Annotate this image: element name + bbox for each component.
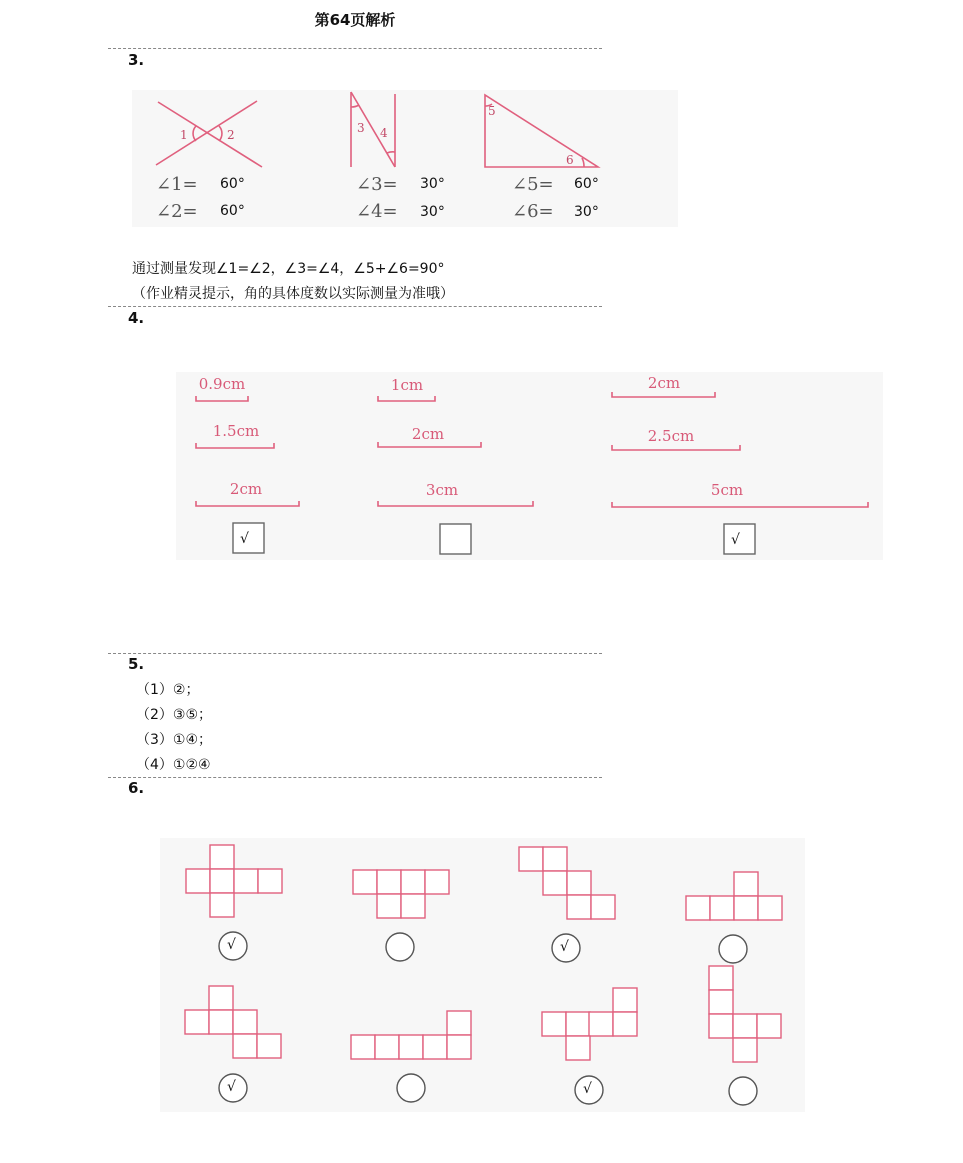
q5-answer-3: （3）①④； (136, 732, 213, 748)
eq-angle-1: ∠1= (156, 174, 198, 195)
label-2cm-b: 2cm (411, 425, 445, 443)
angle-label-4: 4 (380, 126, 388, 140)
cube-net-1 (186, 845, 282, 917)
label-3cm: 3cm (425, 481, 459, 499)
angle-6-arc (582, 158, 584, 167)
segments-figure (176, 372, 883, 560)
label-2cm-c: 2cm (647, 374, 681, 392)
net-mark-7: √ (583, 1081, 592, 1097)
answer-circle-6 (397, 1074, 425, 1102)
q5-answer-4: （4）①②④ (136, 757, 211, 773)
segment-2cm-a (196, 501, 299, 506)
answer-angle-4: 30° (420, 204, 445, 220)
q5-answer-2: （2）③⑤； (136, 707, 213, 723)
separator (108, 653, 602, 654)
angle-4-arc (387, 152, 395, 153)
segment-0-9cm (196, 396, 248, 401)
right-triangle (485, 95, 598, 167)
label-1-5cm: 1.5cm (212, 422, 260, 440)
segment-1cm (378, 396, 435, 401)
cube-net-3 (519, 847, 615, 919)
crossing-line-a (158, 102, 262, 167)
angle-1-arc (193, 126, 196, 141)
cube-net-2 (353, 870, 449, 918)
q5-answer-1: （1）②； (136, 682, 200, 698)
answer-angle-5: 60° (574, 176, 599, 192)
question-6-number: 6. (128, 779, 145, 797)
eq-angle-3: ∠3= (356, 174, 398, 195)
angle-label-3: 3 (357, 121, 365, 135)
cube-net-6 (351, 1011, 471, 1059)
angle-2-arc (219, 126, 222, 141)
angle-label-5: 5 (488, 104, 496, 118)
answer-circle-2 (386, 933, 414, 961)
net-mark-3: √ (560, 939, 569, 955)
separator (108, 306, 602, 307)
angle-3-arc (351, 105, 359, 107)
segment-2cm-c (612, 392, 715, 397)
segment-2-5cm (612, 445, 740, 450)
cube-nets-figure (160, 838, 805, 1112)
cube-net-7 (542, 988, 637, 1060)
check-mark-1: √ (240, 531, 249, 547)
label-5cm: 5cm (710, 481, 744, 499)
answer-angle-1: 60° (220, 176, 245, 192)
cube-net-4 (686, 872, 782, 920)
answer-angle-6: 30° (574, 204, 599, 220)
net-mark-5: √ (227, 1079, 236, 1095)
label-2-5cm: 2.5cm (647, 427, 695, 445)
eq-angle-5: ∠5= (512, 174, 554, 195)
answer-circle-8 (729, 1077, 757, 1105)
segment-1-5cm (196, 443, 274, 448)
segment-3cm (378, 501, 533, 506)
eq-angle-4: ∠4= (356, 201, 398, 222)
net-mark-1: √ (227, 937, 236, 953)
question-4-number: 4. (128, 309, 145, 327)
angle-label-2: 2 (227, 128, 235, 142)
eq-angle-2: ∠2= (156, 201, 198, 222)
eq-angle-6: ∠6= (512, 201, 554, 222)
angle-label-1: 1 (180, 128, 188, 142)
question-5-number: 5. (128, 655, 145, 673)
separator (108, 48, 602, 49)
answer-box-2 (440, 524, 471, 554)
page-title: 第64页解析 (314, 11, 396, 29)
angles-figure (132, 90, 678, 227)
answer-angle-2: 60° (220, 203, 245, 219)
answer-angle-3: 30° (420, 176, 445, 192)
cube-net-8 (709, 966, 781, 1062)
question-3-number: 3. (128, 51, 145, 69)
label-1cm: 1cm (390, 376, 424, 394)
cube-net-5 (185, 986, 281, 1058)
label-0-9cm: 0.9cm (198, 375, 246, 393)
check-mark-3: √ (731, 532, 740, 548)
answer-circle-4 (719, 935, 747, 963)
angle-label-6: 6 (566, 153, 574, 167)
segment-5cm (612, 502, 868, 507)
separator (108, 777, 602, 778)
q3-conclusion: 通过测量发现∠1=∠2，∠3=∠4，∠5+∠6=90° (132, 261, 445, 277)
label-2cm-a: 2cm (229, 480, 263, 498)
q3-note: （作业精灵提示，角的具体度数以实际测量为准哦） (132, 286, 454, 302)
